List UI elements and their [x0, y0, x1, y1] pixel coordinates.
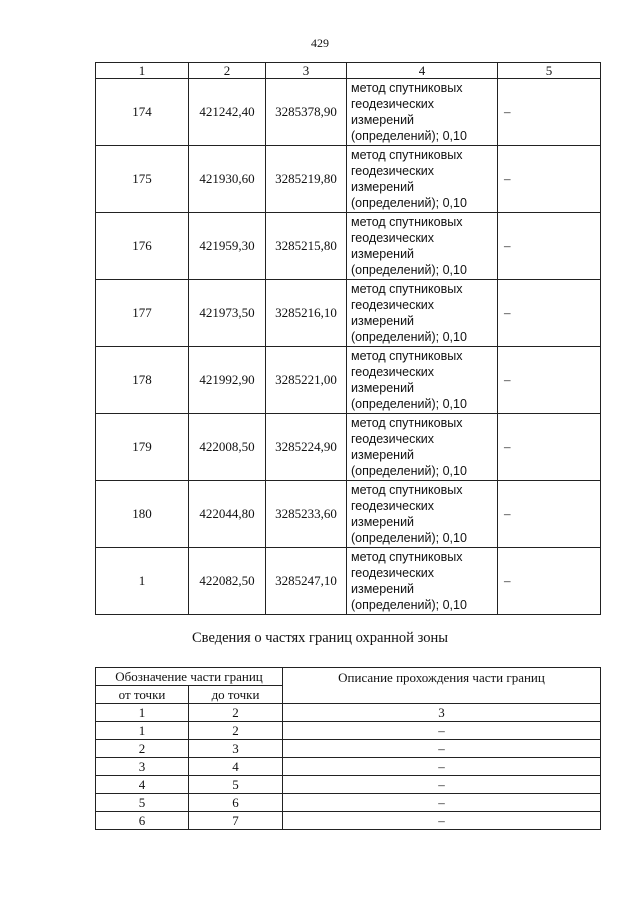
point-note: –	[498, 481, 601, 548]
measurement-method	[347, 280, 498, 347]
point-number: 174	[96, 79, 189, 146]
point-note: –	[498, 347, 601, 414]
method-line: (определений); 0,10	[351, 129, 467, 143]
point-note: –	[498, 548, 601, 615]
from-point: 6	[96, 812, 189, 830]
table-row	[96, 722, 601, 740]
method-line: (определений); 0,10	[351, 196, 467, 210]
method-line: геодезических	[351, 231, 435, 245]
from-point: 2	[96, 740, 189, 758]
part-description: –	[283, 758, 601, 776]
table-row	[96, 146, 601, 213]
col-header-4: 4	[347, 63, 498, 79]
coordinate-y: 3285233,60	[266, 481, 347, 548]
to-point: 2	[189, 722, 283, 740]
point-number: 177	[96, 280, 189, 347]
to-point: 3	[189, 740, 283, 758]
method-line: метод спутниковых	[351, 483, 463, 497]
method-line: геодезических	[351, 566, 435, 580]
coordinate-x: 422082,50	[189, 548, 266, 615]
table-row	[96, 213, 601, 280]
col-header-3: 3	[266, 63, 347, 79]
numbering-3: 3	[283, 704, 601, 722]
from-point: 1	[96, 722, 189, 740]
parts-numbering-row	[96, 704, 601, 722]
coordinate-y: 3285378,90	[266, 79, 347, 146]
measurement-method	[347, 213, 498, 280]
method-line: измерений	[351, 381, 415, 395]
header-from-point: от точки	[96, 686, 189, 704]
method-line: измерений	[351, 515, 415, 529]
from-point: 3	[96, 758, 189, 776]
point-note: –	[498, 213, 601, 280]
point-note: –	[498, 79, 601, 146]
measurement-method	[347, 146, 498, 213]
col-header-1: 1	[96, 63, 189, 79]
part-description: –	[283, 812, 601, 830]
method-line: геодезических	[351, 97, 435, 111]
col-header-2: 2	[189, 63, 266, 79]
method-line: (определений); 0,10	[351, 330, 467, 344]
numbering-1: 1	[96, 704, 189, 722]
to-point: 4	[189, 758, 283, 776]
coordinate-y: 3285247,10	[266, 548, 347, 615]
point-number: 176	[96, 213, 189, 280]
from-point: 4	[96, 776, 189, 794]
method-line: геодезических	[351, 432, 435, 446]
method-line: геодезических	[351, 164, 435, 178]
table-row	[96, 548, 601, 615]
header-boundary-designation: Обозначение части границ	[96, 668, 283, 686]
method-line: геодезических	[351, 365, 435, 379]
method-line: метод спутниковых	[351, 215, 463, 229]
coordinate-y: 3285216,10	[266, 280, 347, 347]
method-line: геодезических	[351, 499, 435, 513]
table-row	[96, 776, 601, 794]
method-line: метод спутниковых	[351, 550, 463, 564]
coordinate-x: 422008,50	[189, 414, 266, 481]
method-line: (определений); 0,10	[351, 397, 467, 411]
table-row	[96, 481, 601, 548]
table-row	[96, 740, 601, 758]
method-line: (определений); 0,10	[351, 263, 467, 277]
coordinate-y: 3285219,80	[266, 146, 347, 213]
coordinate-y: 3285221,00	[266, 347, 347, 414]
table-row	[96, 79, 601, 146]
table-row	[96, 347, 601, 414]
coordinates-table	[95, 62, 601, 615]
part-description: –	[283, 722, 601, 740]
method-line: измерений	[351, 582, 415, 596]
part-description: –	[283, 740, 601, 758]
part-description: –	[283, 776, 601, 794]
measurement-method	[347, 79, 498, 146]
coordinate-x: 421992,90	[189, 347, 266, 414]
page-number: 429	[311, 36, 329, 50]
table-row	[96, 812, 601, 830]
coordinate-y: 3285215,80	[266, 213, 347, 280]
coordinate-x: 421242,40	[189, 79, 266, 146]
from-point: 5	[96, 794, 189, 812]
method-line: измерений	[351, 113, 415, 127]
coordinate-x: 422044,80	[189, 481, 266, 548]
method-line: метод спутниковых	[351, 81, 463, 95]
numbering-2: 2	[189, 704, 283, 722]
method-line: метод спутниковых	[351, 282, 463, 296]
point-number: 1	[96, 548, 189, 615]
method-line: геодезических	[351, 298, 435, 312]
point-number: 178	[96, 347, 189, 414]
method-line: (определений); 0,10	[351, 598, 467, 612]
coordinate-x: 421959,30	[189, 213, 266, 280]
measurement-method	[347, 414, 498, 481]
to-point: 7	[189, 812, 283, 830]
point-number: 179	[96, 414, 189, 481]
section-title: Сведения о частях границ охранной зоны	[192, 630, 448, 646]
coordinates-table-header	[96, 63, 601, 79]
method-line: (определений); 0,10	[351, 464, 467, 478]
col-header-5: 5	[498, 63, 601, 79]
header-to-point: до точки	[189, 686, 283, 704]
method-line: измерений	[351, 448, 415, 462]
table-row	[96, 414, 601, 481]
measurement-method	[347, 548, 498, 615]
method-line: метод спутниковых	[351, 148, 463, 162]
coordinate-y: 3285224,90	[266, 414, 347, 481]
point-note: –	[498, 280, 601, 347]
measurement-method	[347, 481, 498, 548]
point-number: 180	[96, 481, 189, 548]
method-line: (определений); 0,10	[351, 531, 467, 545]
method-line: измерений	[351, 247, 415, 261]
boundary-parts-table	[95, 667, 601, 830]
method-line: метод спутниковых	[351, 416, 463, 430]
method-line: измерений	[351, 180, 415, 194]
coordinate-x: 421973,50	[189, 280, 266, 347]
to-point: 6	[189, 794, 283, 812]
table-row	[96, 794, 601, 812]
point-note: –	[498, 146, 601, 213]
measurement-method	[347, 347, 498, 414]
method-line: измерений	[351, 314, 415, 328]
to-point: 5	[189, 776, 283, 794]
table-row	[96, 758, 601, 776]
header-boundary-description: Описание прохождения части границ	[283, 668, 601, 704]
point-note: –	[498, 414, 601, 481]
parts-header-row-1	[96, 668, 601, 686]
method-line: метод спутниковых	[351, 349, 463, 363]
coordinate-x: 421930,60	[189, 146, 266, 213]
part-description: –	[283, 794, 601, 812]
point-number: 175	[96, 146, 189, 213]
table-row	[96, 280, 601, 347]
